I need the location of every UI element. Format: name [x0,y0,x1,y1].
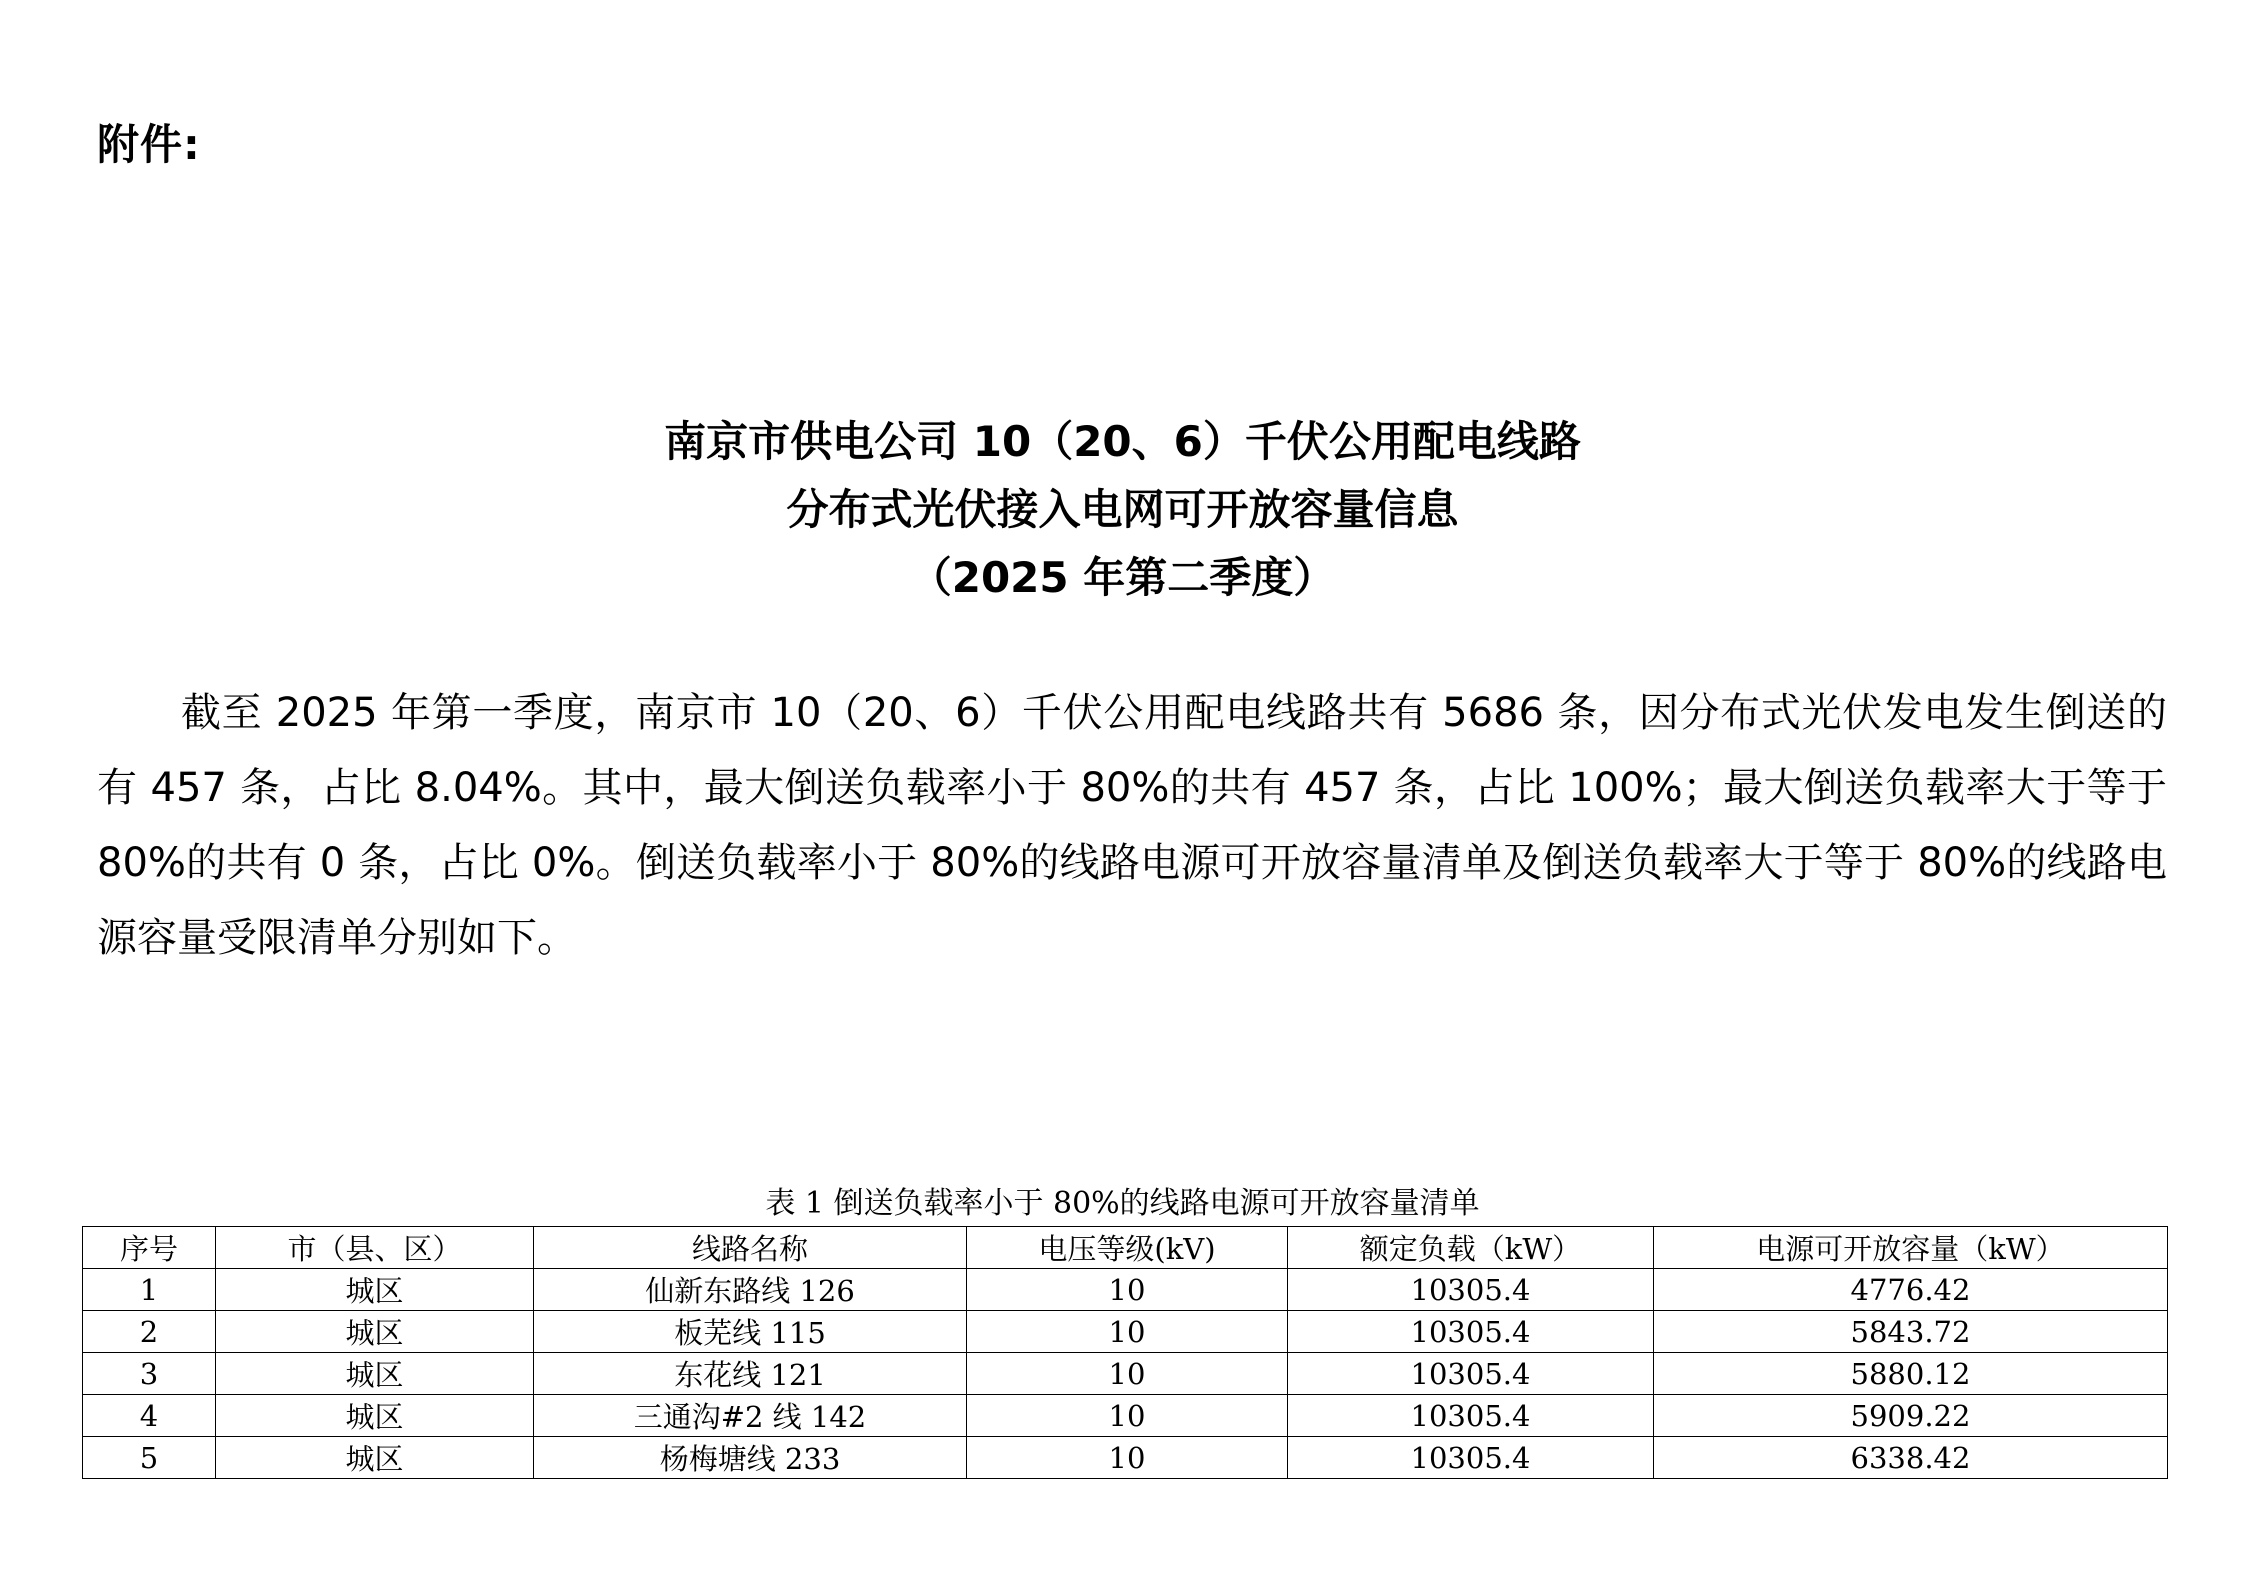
cell-district: 城区 [216,1269,534,1311]
header-cell-district: 市（县、区） [216,1227,534,1269]
cell-district: 城区 [216,1437,534,1479]
table-row [83,1437,2168,1479]
cell-index: 4 [83,1395,216,1437]
table-row [83,1395,2168,1437]
table-header-row [83,1227,2168,1269]
cell-district: 城区 [216,1395,534,1437]
cell-index: 1 [83,1269,216,1311]
cell-district: 城区 [216,1311,534,1353]
header-cell-voltage: 电压等级(kV) [967,1227,1288,1269]
cell-voltage: 10 [967,1353,1288,1395]
title-line-1: 南京市供电公司 10（20、6）千伏公用配电线路 [664,417,1581,466]
title-line-3: （2025 年第二季度） [909,553,1336,602]
cell-open-capacity: 6338.42 [1654,1437,2168,1479]
cell-voltage: 10 [967,1311,1288,1353]
header-cell-open-capacity: 电源可开放容量（kW） [1654,1227,2168,1269]
header-cell-line-name: 线路名称 [534,1227,967,1269]
cell-voltage: 10 [967,1437,1288,1479]
cell-open-capacity: 4776.42 [1654,1269,2168,1311]
cell-rated-load: 10305.4 [1288,1311,1654,1353]
cell-rated-load: 10305.4 [1288,1269,1654,1311]
table-row [83,1269,2168,1311]
cell-district: 城区 [216,1353,534,1395]
cell-voltage: 10 [967,1269,1288,1311]
cell-open-capacity: 5843.72 [1654,1311,2168,1353]
cell-rated-load: 10305.4 [1288,1353,1654,1395]
cell-index: 5 [83,1437,216,1479]
cell-open-capacity: 5909.22 [1654,1395,2168,1437]
cell-line-name: 三通沟#2 线 142 [534,1395,967,1437]
cell-index: 2 [83,1311,216,1353]
document-title [0,408,2245,612]
cell-open-capacity: 5880.12 [1654,1353,2168,1395]
cell-line-name: 杨梅塘线 233 [534,1437,967,1479]
title-line-2: 分布式光伏接入电网可开放容量信息 [786,485,1459,534]
cell-rated-load: 10305.4 [1288,1437,1654,1479]
cell-rated-load: 10305.4 [1288,1395,1654,1437]
cell-line-name: 板芜线 115 [534,1311,967,1353]
cell-line-name: 仙新东路线 126 [534,1269,967,1311]
intro-paragraph: 截至 2025 年第一季度，南京市 10（20、6）千伏公用配电线路共有 5686 条，因分布式光伏发电发生倒送的有 457 条，占比 8.04%。其中，最大倒送负载率小于 80%的共有 457 条，占比 100%；最大倒送负载率大于等于 80%的共有 0 条，占比 0%。倒送负载率小于 80%的线路电源可开放容量清单及倒送负载率大于等于 80%的线路电源容量受限清单分别如下。 [97,690,2167,961]
capacity-table [82,1226,2168,1479]
table-row [83,1311,2168,1353]
table-caption: 表 1 倒送负载率小于 80%的线路电源可开放容量清单 [765,1186,1480,1221]
cell-line-name: 东花线 121 [534,1353,967,1395]
table-row [83,1353,2168,1395]
cell-voltage: 10 [967,1395,1288,1437]
header-cell-rated-load: 额定负载（kW） [1288,1227,1654,1269]
header-cell-index: 序号 [83,1227,216,1269]
attachment-label: 附件: [97,120,201,169]
cell-index: 3 [83,1353,216,1395]
